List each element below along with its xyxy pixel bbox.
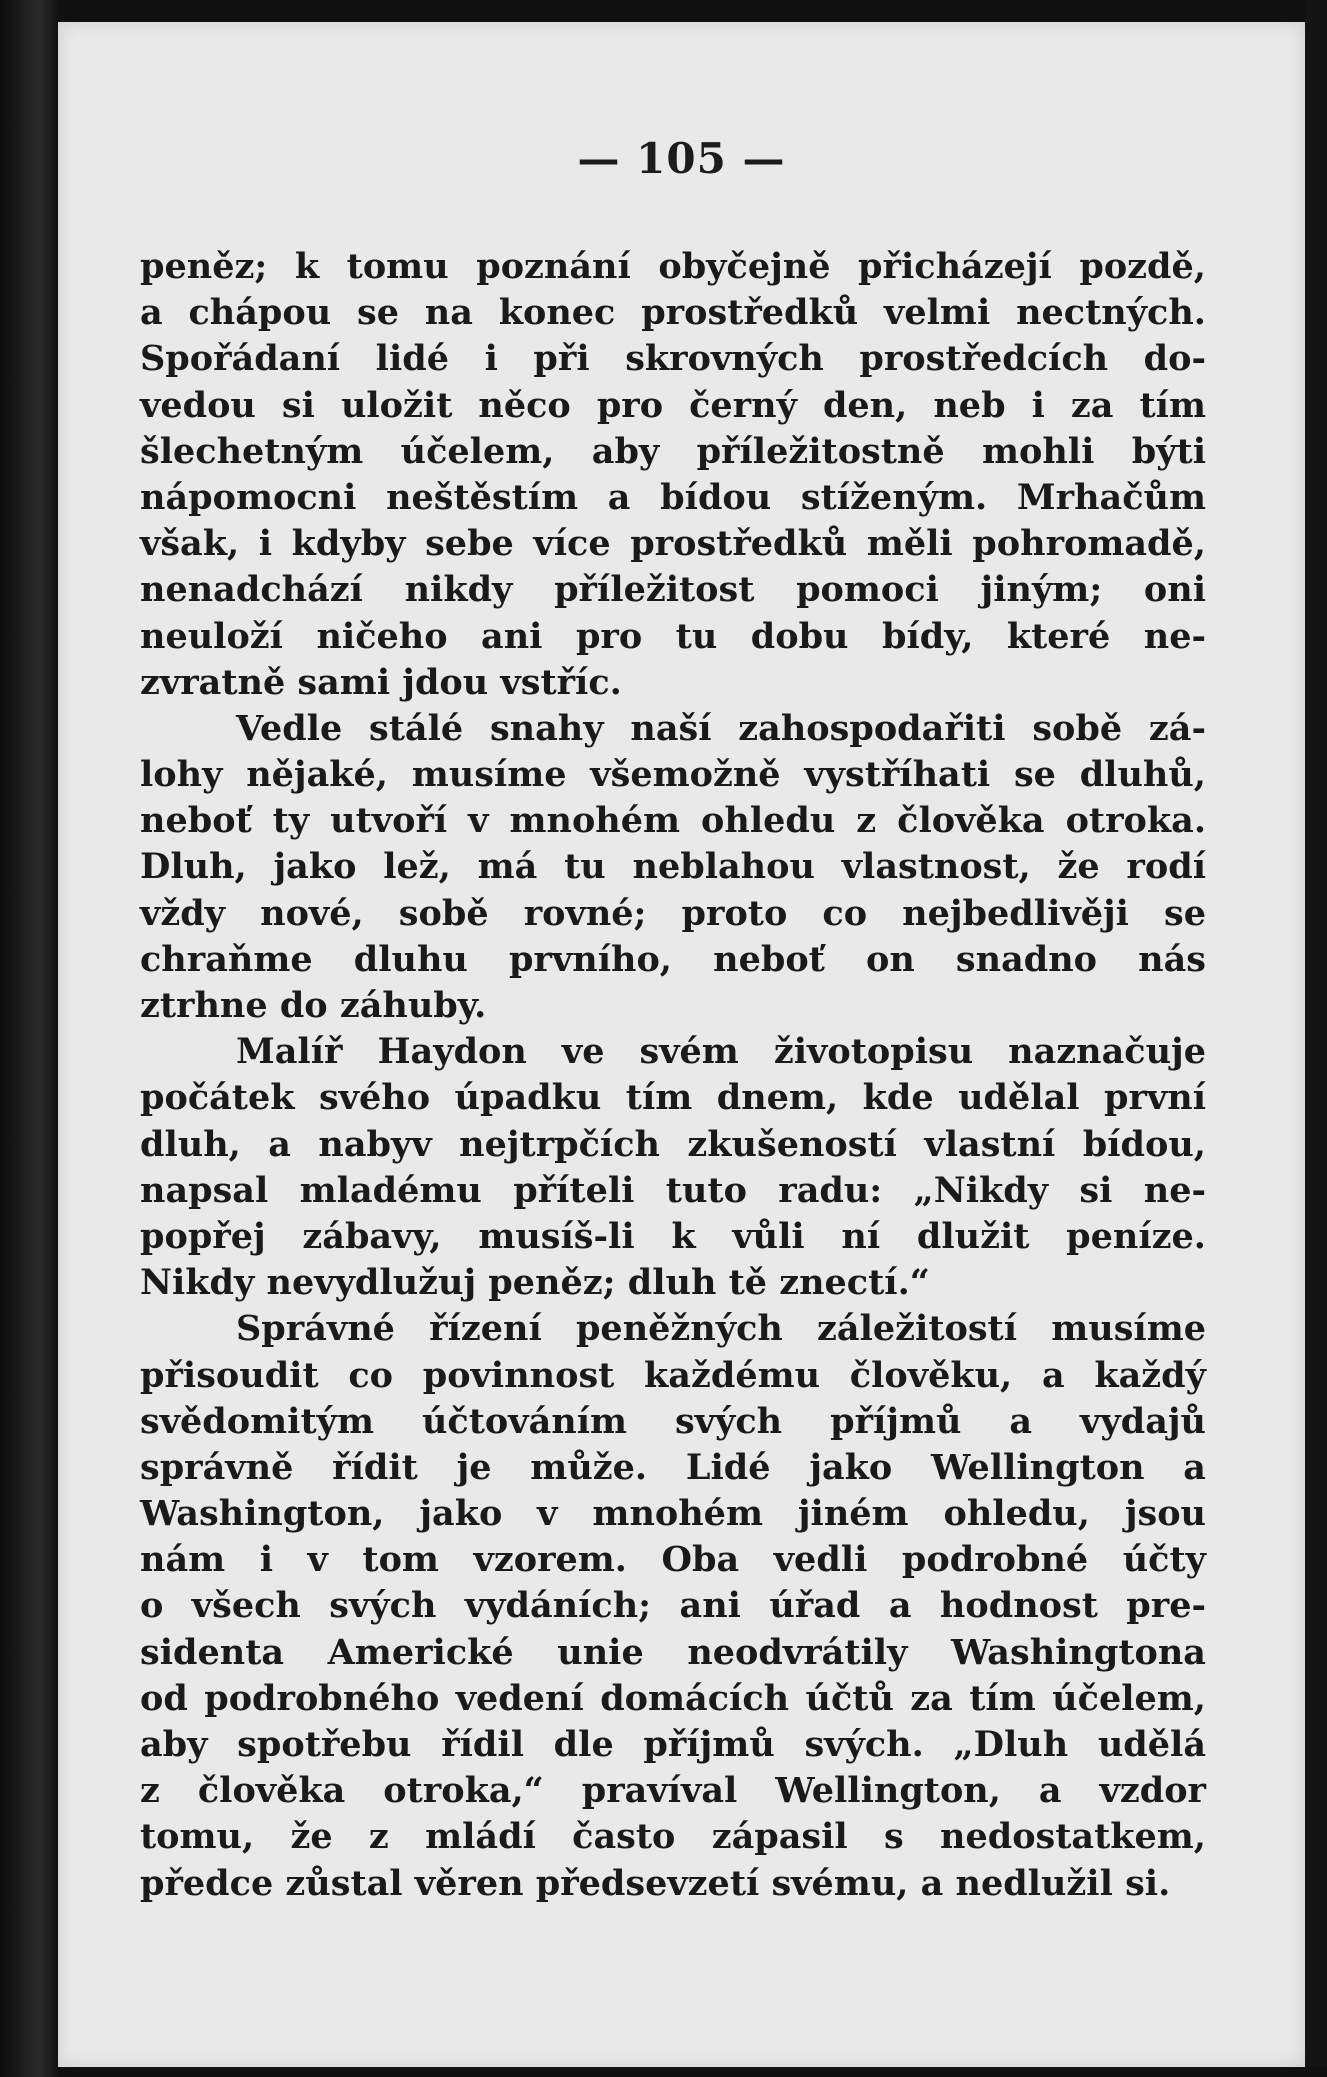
text-line: peněz; k tomu poznání obyčejně přicházejí pozdě, [140, 246, 1206, 287]
book-binding-edge [0, 0, 58, 2077]
paragraph [140, 706, 1206, 1029]
text-line: přisoudit co povinnost každému člověku, a každý [140, 1354, 1206, 1396]
text-line: nápomocni neštěstím a bídou stíženým. Mrhačům [140, 476, 1206, 518]
text-line: šlechetným účelem, aby příležitostně mohli býti [140, 430, 1206, 472]
body-text [140, 244, 1206, 1907]
text-line: tomu, že z mládí často zápasil s nedostatkem, [140, 1816, 1206, 1858]
page-number: — 105 — [577, 134, 786, 183]
text-line: nenadchází nikdy příležitost pomoci jiným; oni [140, 569, 1206, 611]
text-line: neuloží ničeho ani pro tu dobu bídy, které ne- [140, 615, 1206, 657]
text-line: od podrobného vedení domácích účtů za tím účelem, [140, 1677, 1206, 1719]
text-line: vedou si uložit něco pro černý den, neb i za tím [140, 384, 1206, 426]
text-line: nám i v tom vzorem. Oba vedli podrobné účty [140, 1539, 1206, 1581]
text-line: Malíř Haydon ve svém životopisu naznačuje [236, 1031, 1206, 1073]
text-line: Nikdy nevydlužuj peněz; dluh tě znectí.“ [140, 1262, 930, 1304]
text-line: a chápou se na konec prostředků velmi nectných. [140, 292, 1206, 334]
text-line: Dluh, jako lež, má tu neblahou vlastnost, že rodí [140, 846, 1206, 888]
text-line: předce zůstal věren předsevzetí svému, a nedlužil si. [140, 1862, 1171, 1904]
scan-border-bottom [58, 2067, 1327, 2077]
text-line: vždy nové, sobě rovné; proto co nejbedlivěji se [140, 892, 1206, 934]
scan-border-right [1305, 0, 1327, 2077]
text-line: počátek svého úpadku tím dnem, kde udělal první [140, 1077, 1206, 1119]
paragraph [140, 1306, 1206, 1906]
text-line: aby spotřebu řídil dle příjmů svých. „Dluh udělá [140, 1724, 1206, 1765]
text-line: chraňme dluhu prvního, neboť on snadno nás [140, 938, 1206, 980]
text-line: napsal mladému příteli tuto radu: „Nikdy si ne- [140, 1169, 1206, 1211]
text-line: neboť ty utvoří v mnohém ohledu z člověka otroka. [140, 800, 1206, 842]
text-line: zvratně sami jdou vstříc. [140, 661, 622, 703]
text-line: však, i kdyby sebe více prostředků měli pohromadě, [140, 523, 1206, 565]
text-line: z člověka otroka,“ pravíval Wellington, a vzdor [140, 1770, 1206, 1812]
text-line: správně řídit je může. Lidé jako Wellington a [140, 1446, 1206, 1488]
text-line: dluh, a nabyv nejtrpčích zkušeností vlastní bídou, [140, 1123, 1206, 1165]
text-line: svědomitým účtováním svých příjmů a vydajů [140, 1400, 1206, 1442]
text-line: popřej zábavy, musíš-li k vůli ní dlužit peníze. [140, 1215, 1206, 1257]
text-line: Spořádaní lidé i při skrovných prostředcích do- [140, 338, 1206, 380]
text-line: lohy nějaké, musíme všemožně vystříhati se dluhů, [140, 754, 1206, 796]
text-line: ztrhne do záhuby. [140, 985, 487, 1026]
text-line: Washington, jako v mnohém jiném ohledu, jsou [140, 1493, 1206, 1535]
text-line: Správné řízení peněžných záležitostí musíme [236, 1308, 1206, 1350]
text-line: sidenta Americké unie neodvrátily Washingtona [140, 1631, 1206, 1673]
paragraph [140, 244, 1206, 706]
book-page [58, 22, 1305, 2067]
paragraph [140, 1029, 1206, 1306]
text-line: o všech svých vydáních; ani úřad a hodnost pre- [140, 1585, 1206, 1627]
scan-border-top [58, 0, 1327, 22]
text-line: Vedle stálé snahy naší zahospodařiti sobě zá- [236, 707, 1206, 749]
